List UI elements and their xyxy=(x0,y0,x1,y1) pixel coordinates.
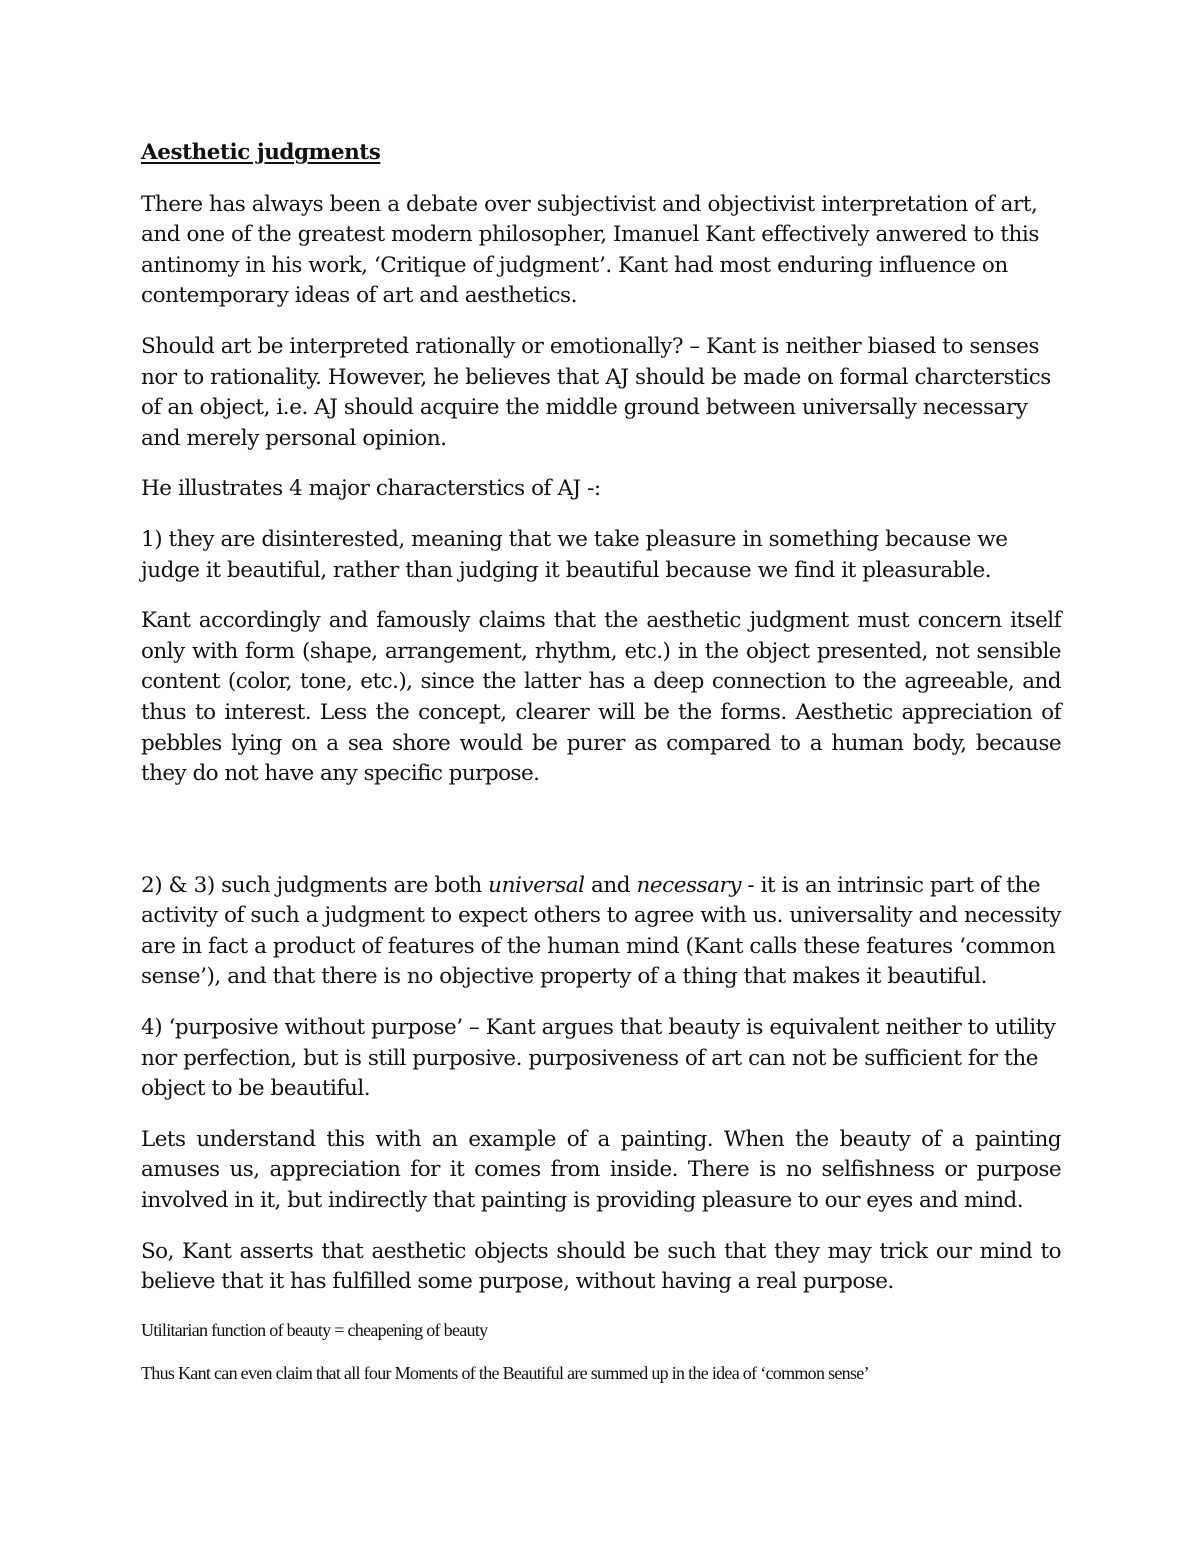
paragraph-point-4: 4) ‘purposive without purpose’ – Kant argues that beauty is equivalent neither to utility nor perfection, but is still purposive. purposiveness of art can not be sufficient for the object to be beautiful. xyxy=(141,1015,1056,1102)
necessary-emphasis: necessary xyxy=(636,872,742,898)
blank-gap xyxy=(141,810,1061,871)
paragraph-point-1: 1) they are disinterested, meaning that we take pleasure in something because we judge it beautiful, rather than judging it beautiful because we find it pleasurable. xyxy=(141,526,1008,583)
paragraph-painting-example: Lets understand this with an example of a painting. When the beauty of a painting amuses us, appreciation for it comes from inside. There is no selfishness or purpose involved in it, but indirectly that painting is providing pleasure to our eyes and mind. xyxy=(141,1126,1061,1214)
points-2-3-suffix: - it is an intrinsic part of the activity of such a judgment to expect others to agree with us. universality and necessity are in fact a product of features of the human mind (Kant calls these features ‘common sense’), and that there is no objective property of a thing that makes it beautiful. xyxy=(141,872,1061,990)
paragraph-four-characteristics: He illustrates 4 major characterstics of AJ -: xyxy=(141,476,601,502)
paragraph-rational-or-emotional: Should art be interpreted rationally or emotionally? – Kant is neither biased to senses nor to rationality. However, he believes that AJ should be made on formal charcterstics of an object, i.e. AJ should acquire the middle ground between universally necessary and merely personal opinion. xyxy=(141,333,1051,451)
note-common-sense: Thus Kant can even claim that all four Moments of the Beautiful are summed up in the idea of ‘common sense’ xyxy=(141,1362,869,1383)
document-body xyxy=(141,138,1061,1404)
points-2-3-prefix: 2) & 3) such judgments are both xyxy=(141,872,489,898)
paragraph-intro: There has always been a debate over subjectivist and objectivist interpretation of art, and one of the greatest modern philosopher, Imanuel Kant effectively anwered to this antinomy in his work, ‘Critique of judgment’. Kant had most enduring influence on contemporary ideas of art and aesthetics. xyxy=(141,191,1039,309)
paragraph-form-claim: Kant accordingly and famously claims that the aesthetic judgment must concern itself only with form (shape, arrangement, rhythm, etc.) in the object presented, not sensible content (color, tone, etc.), since the latter has a deep connection to the agreeable, and thus to interest. Less the concept, clearer will be the forms. Aesthetic appreciation of pebbles lying on a sea shore would be purer as compared to a human body, because they do not have any specific purpose. xyxy=(141,608,1061,787)
points-2-3-mid: and xyxy=(584,872,637,898)
document-title: Aesthetic judgments xyxy=(141,140,381,165)
paragraph-points-2-3 xyxy=(141,871,1061,993)
universal-emphasis: universal xyxy=(488,872,585,898)
paragraph-trick-mind: So, Kant asserts that aesthetic objects should be such that they may trick our mind to believe that it has fulfilled some purpose, without having a real purpose. xyxy=(141,1238,1061,1295)
note-utilitarian: Utilitarian function of beauty = cheapening of beauty xyxy=(141,1319,488,1340)
